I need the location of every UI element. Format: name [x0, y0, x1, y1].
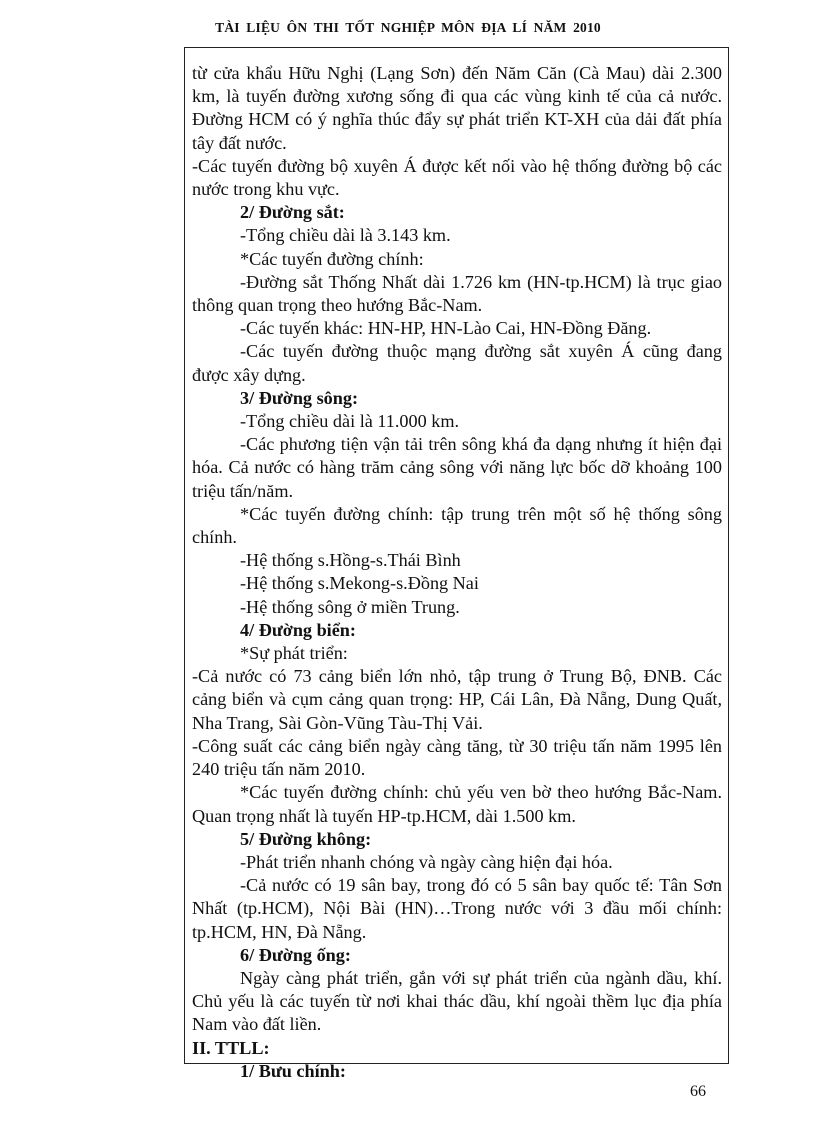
paragraph: *Các tuyến đường chính: — [240, 248, 424, 269]
paragraph: từ cửa khẩu Hữu Nghị (Lạng Sơn) đến Năm Căn (Cà Mau) dài 2.300 km, là tuyến đường xương sống đi qua các vùng kinh tế của cả nước. Đường HCM có ý nghĩa thúc đẩy sự phát triển KT-XH của dải đất phía tây đất nước. — [192, 63, 722, 153]
paragraph: -Hệ thống s.Mekong-s.Đồng Nai — [240, 573, 479, 594]
paragraph: -Cả nước có 19 sân bay, trong đó có 5 sân bay quốc tế: Tân Sơn Nhất (tp.HCM), Nội Bài (HN)…Trong nước với 3 đầu mối chính: tp.HCM, HN, Đà Nẵng. — [192, 875, 722, 942]
paragraph: -Tổng chiều dài là 11.000 km. — [240, 411, 460, 432]
paragraph: -Phát triển nhanh chóng và ngày càng hiện đại hóa. — [240, 851, 613, 872]
paragraph: -Các tuyến đường bộ xuyên Á được kết nối vào hệ thống đường bộ các nước trong khu vực. — [192, 155, 722, 200]
section-heading: 6/ Đường ống: — [240, 944, 351, 965]
section-heading: 1/ Bưu chính: — [240, 1060, 346, 1081]
paragraph: -Các tuyến đường thuộc mạng đường sắt xuyên Á cũng đang được xây dựng. — [192, 341, 722, 385]
paragraph: -Cả nước có 73 cảng biển lớn nhỏ, tập trung ở Trung Bộ, ĐNB. Các cảng biển và cụm cảng quan trọng: HP, Cái Lân, Đà Nẵng, Dung Quất, Nha Trang, Sài Gòn-Vũng Tàu-Thị Vải. — [192, 666, 722, 733]
document-body — [192, 62, 722, 1083]
paragraph: -Công suất các cảng biển ngày càng tăng, từ 30 triệu tấn năm 1995 lên 240 triệu tấn năm 2010. — [192, 735, 722, 780]
paragraph: *Các tuyến đường chính: chủ yếu ven bờ theo hướng Bắc-Nam. Quan trọng nhất là tuyến HP-tp.HCM, dài 1.500 km. — [192, 782, 722, 826]
section-heading: 4/ Đường biển: — [240, 619, 356, 640]
paragraph: *Sự phát triển: — [240, 643, 348, 664]
page-header: TÀI LIỆU ÔN THI TỐT NGHIỆP MÔN ĐỊA LÍ NĂM 2010 — [215, 20, 601, 35]
paragraph: -Tổng chiều dài là 3.143 km. — [240, 225, 451, 246]
page-number: 66 — [690, 1083, 706, 1100]
section-heading: II. TTLL: — [192, 1037, 270, 1058]
paragraph: *Các tuyến đường chính: tập trung trên một số hệ thống sông chính. — [192, 503, 722, 548]
paragraph: -Các phương tiện vận tải trên sông khá đa dạng nhưng ít hiện đại hóa. Cả nước có hàng trăm cảng sông với năng lực bốc dỡ khoảng 100 triệu tấn/năm. — [192, 434, 722, 501]
paragraph: Ngày càng phát triển, gắn với sự phát triển của ngành dầu, khí. Chủ yếu là các tuyến từ nơi khai thác dầu, khí ngoài thềm lục địa phía Nam vào đất liền. — [192, 967, 722, 1035]
section-heading: 2/ Đường sắt: — [240, 202, 345, 223]
paragraph: -Hệ thống s.Hồng-s.Thái Bình — [240, 550, 461, 571]
paragraph: -Các tuyến khác: HN-HP, HN-Lào Cai, HN-Đồng Đăng. — [240, 318, 652, 339]
section-heading: 3/ Đường sông: — [240, 387, 359, 408]
paragraph: -Đường sắt Thống Nhất dài 1.726 km (HN-tp.HCM) là trục giao thông quan trọng theo hướng Bắc-Nam. — [192, 271, 722, 316]
section-heading: 5/ Đường không: — [240, 828, 372, 849]
paragraph: -Hệ thống sông ở miền Trung. — [240, 596, 460, 617]
